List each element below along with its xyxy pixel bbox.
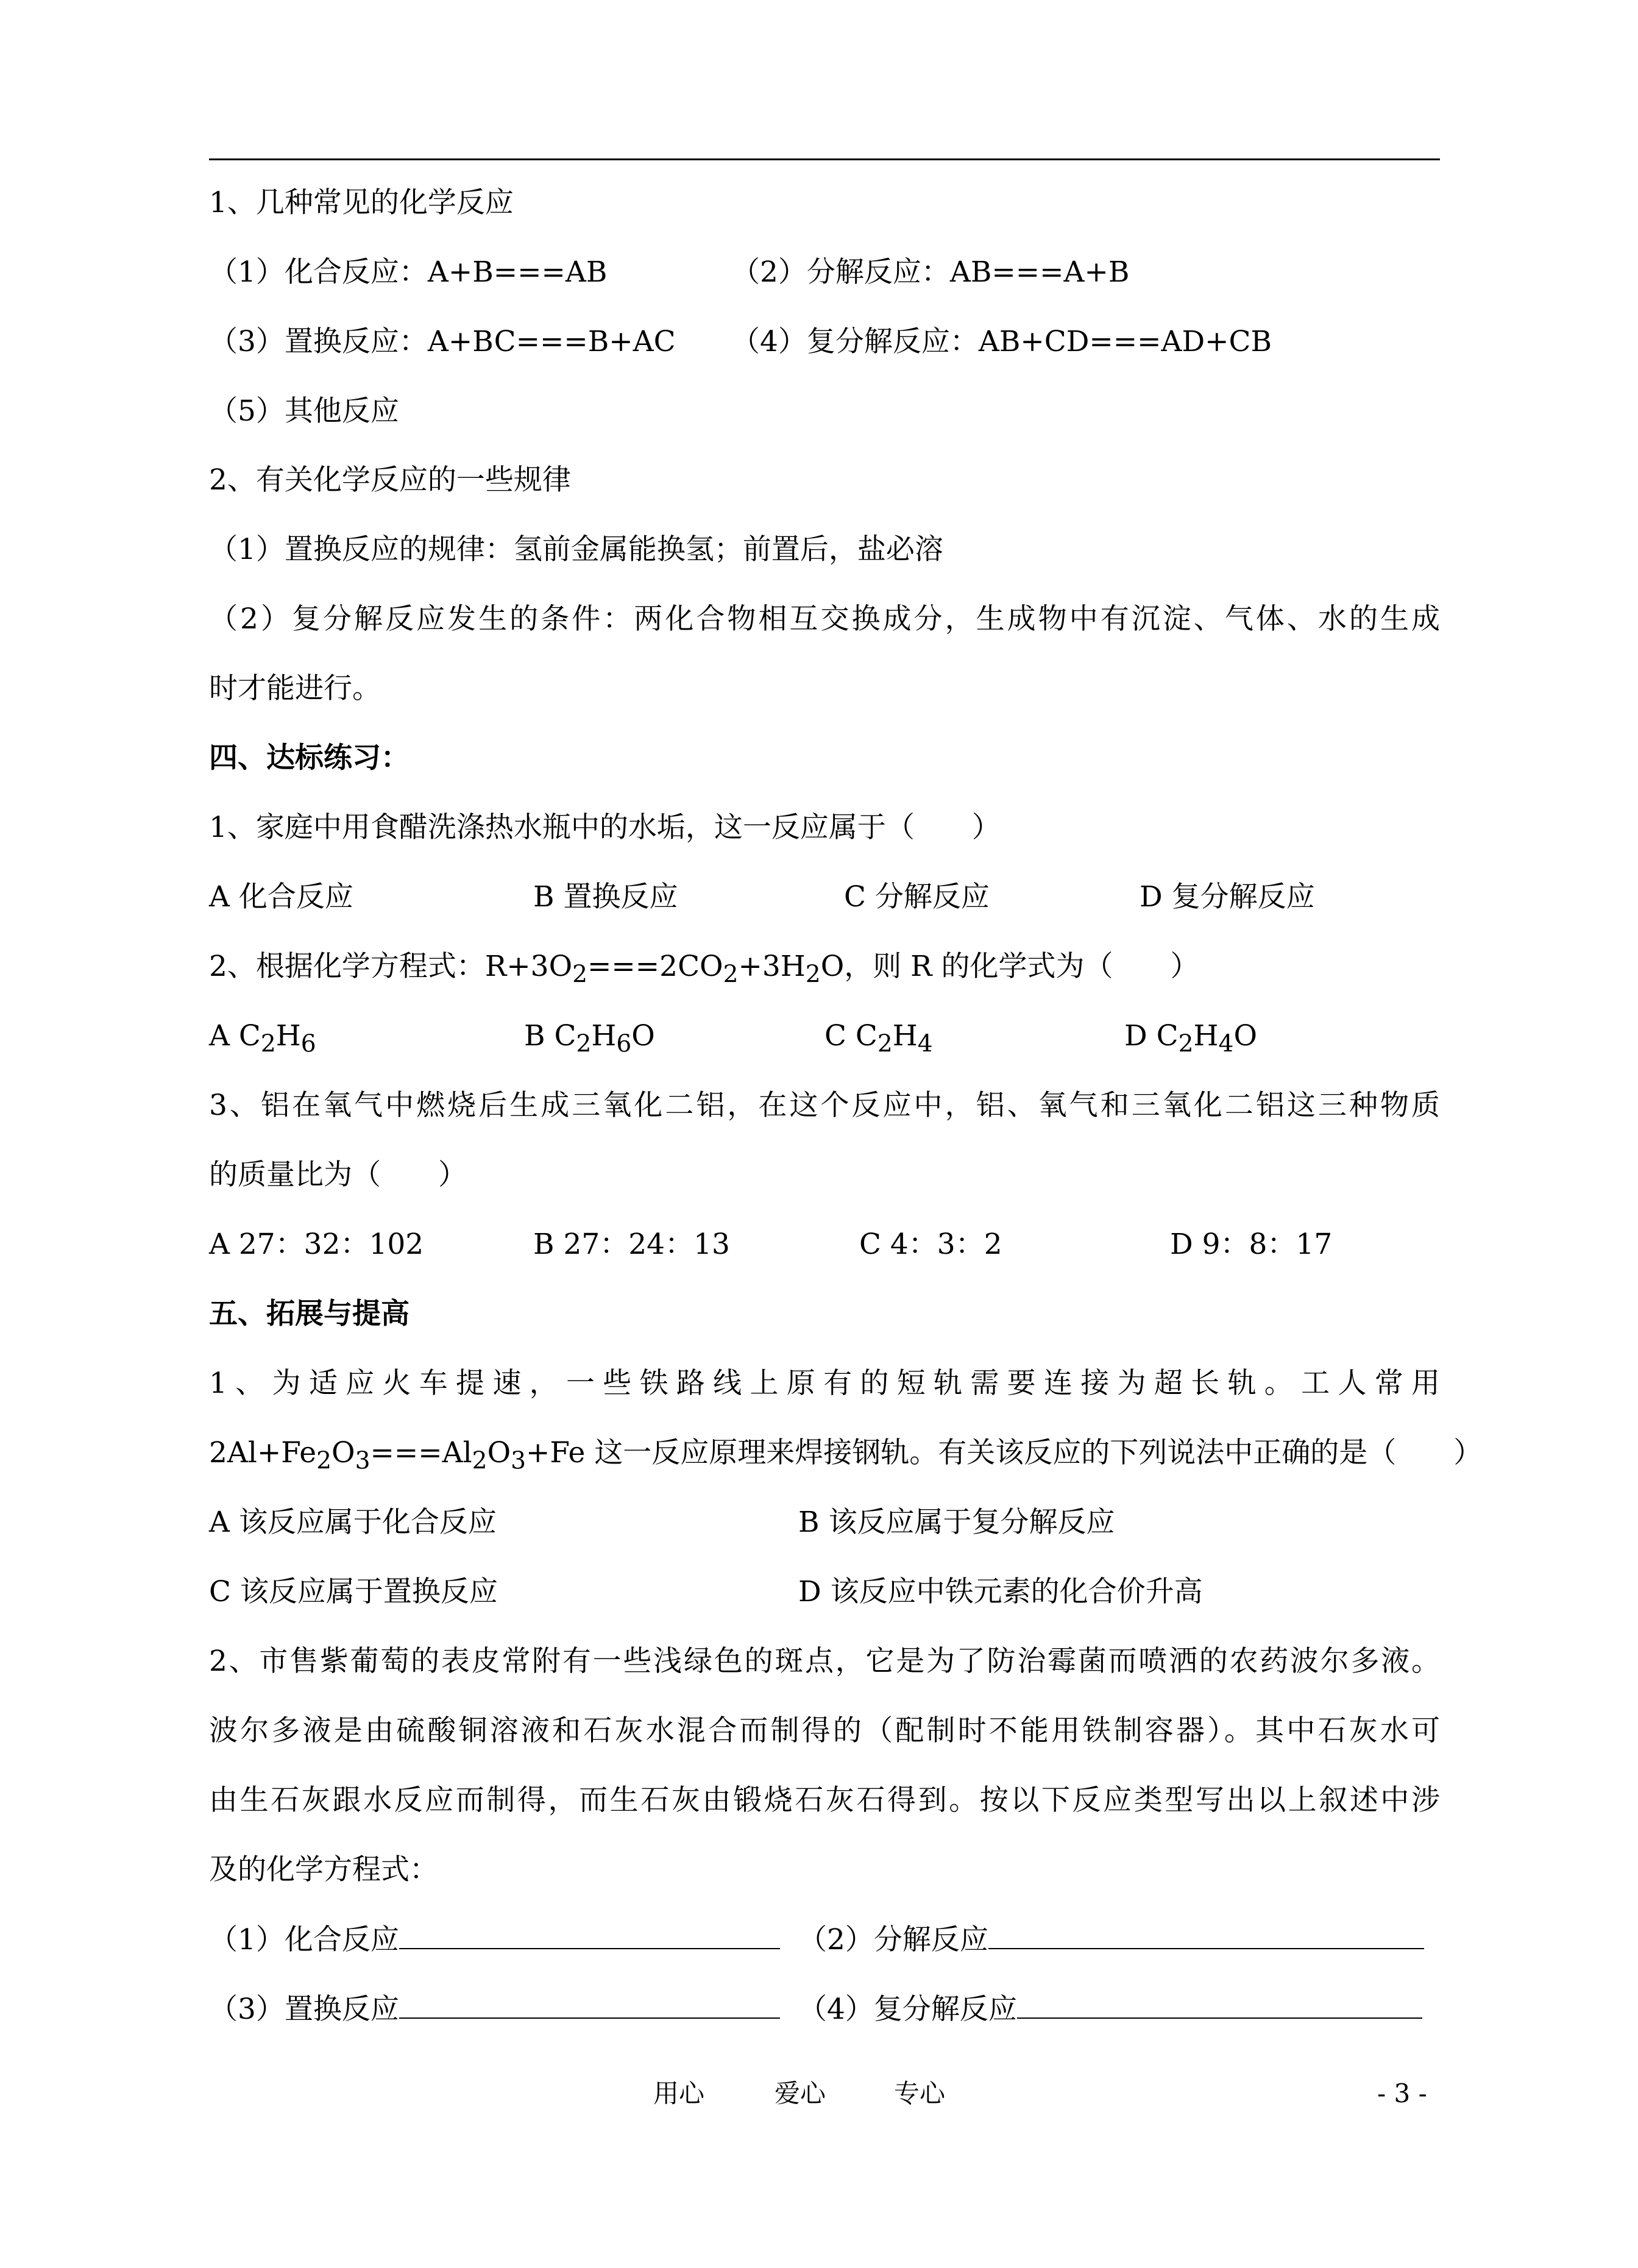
q3-option-d: D 9：8：17 (1170, 1228, 1333, 1261)
answer-blank-1[interactable] (399, 1921, 780, 1949)
q1-option-d: D 复分解反应 (1140, 880, 1315, 914)
fill-blank-displacement: （3）置换反应 (209, 1991, 780, 2028)
answer-blank-2[interactable] (988, 1921, 1424, 1949)
s5-q1-stem-line1: 1、为适应火车提速，一些铁路线上原有的短轨需要连接为超长轨。工人常用 (209, 1367, 1440, 1400)
q2-stem: 2、根据化学方程式：$R+3O_2===2CO_2+3H_2O$，则 R 的化学式为（ ） (209, 950, 1199, 989)
footer-word-3: 专心 (894, 2078, 946, 2108)
section4-title: 四、达标练习： (209, 741, 410, 775)
q2-option-d: D $C_2H_4O$ (1124, 1019, 1257, 1058)
q1-option-c: C 分解反应 (844, 880, 990, 914)
s5-q1-option-b: B 该反应属于复分解反应 (798, 1505, 1115, 1539)
fill-blank-combination: （1）化合反应 (209, 1921, 780, 1958)
s5-q1-option-d: D 该反应中铁元素的化合价升高 (798, 1575, 1203, 1609)
rule-double-decomposition-line1: （2）复分解反应发生的条件：两化合物相互交换成分，生成物中有沉淀、气体、水的生成 (209, 602, 1440, 636)
q1-option-b: B 置换反应 (533, 880, 678, 914)
fill-blank-decomposition: （2）分解反应 (798, 1921, 1424, 1958)
footer-word-1: 用心 (653, 2078, 705, 2108)
reaction-other: （5）其他反应 (209, 394, 399, 428)
q3-option-b: B 27：24：13 (533, 1228, 730, 1261)
heading-common-reactions: 1、几种常见的化学反应 (209, 186, 514, 219)
s5-q2-para-line4: 及的化学方程式： (209, 1853, 438, 1886)
q1-option-a: A 化合反应 (209, 880, 353, 914)
section5-title: 五、拓展与提高 (209, 1297, 410, 1331)
heading-reaction-rules: 2、有关化学反应的一些规律 (209, 463, 571, 497)
q3-option-c: C 4：3：2 (859, 1228, 1002, 1261)
answer-blank-4[interactable] (1017, 1991, 1422, 2019)
rule-double-decomposition-line2: 时才能进行。 (209, 672, 381, 705)
header-rule (209, 158, 1440, 160)
q3-stem-line1: 3、铝在氧气中燃烧后生成三氧化二铝，在这个反应中，铝、氧气和三氧化二铝这三种物质 (209, 1089, 1440, 1122)
footer-word-2: 爱心 (775, 2078, 826, 2108)
reaction-combination: （1）化合反应：A+B===AB (209, 255, 608, 289)
reaction-double-decomposition: （4）复分解反应：AB+CD===AD+CB (731, 325, 1272, 358)
q3-option-a: A 27：32：102 (209, 1228, 424, 1261)
q2-option-c: C $C_2H_4$ (824, 1019, 933, 1058)
s5-q1-option-a: A 该反应属于化合反应 (209, 1505, 497, 1539)
page-number: - 3 - (1377, 2078, 1427, 2108)
answer-blank-3[interactable] (399, 1991, 780, 2019)
s5-q2-para-line1: 2、市售紫葡萄的表皮常附有一些浅绿色的斑点，它是为了防治霉菌而喷洒的农药波尔多液。 (209, 1644, 1440, 1678)
reaction-displacement: （3）置换反应：A+BC===B+AC (209, 325, 676, 358)
q2-option-b: B $C_2H_6O$ (524, 1019, 655, 1058)
s5-q1-stem-line2: $2Al+Fe_2O_3===Al_2O_3+Fe$ 这一反应原理来焊接钢轨。有关该反应的下列说法中正确的是（ ） (209, 1436, 1483, 1475)
q2-option-a: A $C_2H_6$ (209, 1019, 316, 1058)
q3-stem-line2: 的质量比为（ ） (209, 1158, 467, 1192)
reaction-decomposition: （2）分解反应：AB===A+B (731, 255, 1130, 289)
s5-q2-para-line3: 由生石灰跟水反应而制得，而生石灰由锻烧石灰石得到。按以下反应类型写出以上叙述中涉 (209, 1783, 1440, 1817)
rule-displacement: （1）置换反应的规律：氢前金属能换氢；前置后，盐必溶 (209, 533, 943, 566)
q1-stem: 1、家庭中用食醋洗涤热水瓶中的水垢，这一反应属于（ ） (209, 811, 1001, 844)
fill-blank-double-decomposition: （4）复分解反应 (798, 1991, 1422, 2028)
s5-q2-para-line2: 波尔多液是由硫酸铜溶液和石灰水混合而制得的（配制时不能用铁制容器）。其中石灰水可 (209, 1714, 1440, 1747)
s5-q1-option-c: C 该反应属于置换反应 (209, 1575, 498, 1609)
